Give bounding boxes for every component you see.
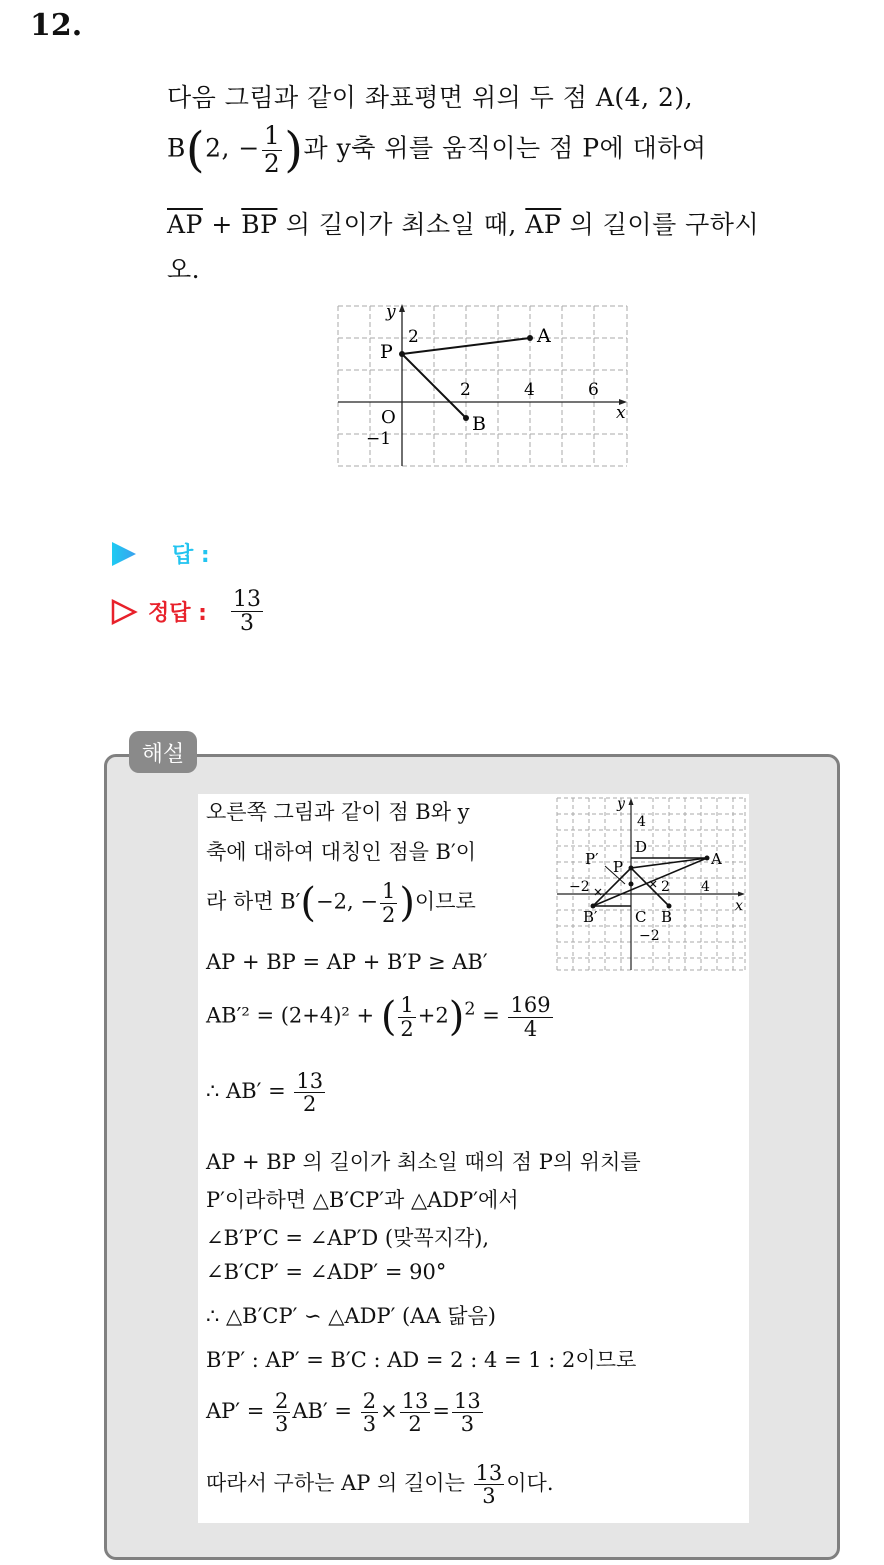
point-p1-2 xyxy=(629,882,634,887)
sol-l14-num: 13 xyxy=(475,1461,503,1485)
correct-answer-row xyxy=(110,588,265,635)
sol-l13-d3: 2 xyxy=(408,1412,422,1437)
sol-l13-n4: 13 xyxy=(454,1389,481,1413)
question-line-1: 다음 그림과 같이 좌표평면 위의 두 점 A(4, 2), xyxy=(167,83,694,112)
sol-l5-pden: 2 xyxy=(400,1016,414,1041)
x-label: x xyxy=(616,403,626,423)
play-arrow-icon xyxy=(110,540,138,568)
sol-l13-n2: 2 xyxy=(362,1389,377,1413)
sol-l14-post: 이다. xyxy=(506,1471,554,1496)
question-number: 12. xyxy=(30,8,83,43)
tick-y-minus2-2: −2 xyxy=(639,928,660,944)
answer-row xyxy=(110,538,210,569)
sol-line-5: AB′² = (2+4)² + ( $\frac{1}{2}$ +2)$^2$ = $\frac{169}{4}$ xyxy=(206,993,551,1041)
sol-line-6 xyxy=(206,1070,327,1115)
sol-l5-mid: +2 xyxy=(417,1003,449,1028)
y-label: y xyxy=(386,302,396,322)
segment-ap: $\overline{AP}$ xyxy=(167,210,203,239)
sol-l13-d4: 3 xyxy=(460,1412,475,1437)
sol-l6-pre: ∴ AB′ = xyxy=(206,1079,293,1104)
point-a-2 xyxy=(705,856,710,861)
sol-l5-pnum: 1 xyxy=(400,993,414,1018)
p-label-2: P xyxy=(613,858,624,876)
sol-line-3: 라 하면 B′(−2, − $\frac{1}{2}$ )이므로 xyxy=(206,879,476,927)
answer-label: 답 : xyxy=(172,543,210,568)
sol-l5-eq: = xyxy=(475,1003,507,1028)
tick-x-2-2: 2 xyxy=(661,879,670,895)
tick-x-2: 2 xyxy=(460,380,471,400)
sol-l13-d1: 3 xyxy=(275,1412,289,1437)
point-p-2 xyxy=(629,866,634,871)
sol-l5-num: 169 xyxy=(510,993,551,1018)
sol-line-14 xyxy=(206,1462,554,1507)
sol-line-3-coord: −2, − xyxy=(316,889,378,914)
correct-den: 3 xyxy=(239,611,254,637)
sol-line-4: AP + BP = AP + B′P ≥ AB′ xyxy=(206,950,488,974)
tick-x-4: 4 xyxy=(524,380,535,400)
point-a xyxy=(527,335,533,341)
correct-answer-label: 정답 : xyxy=(148,601,207,627)
correct-num: 13 xyxy=(232,587,261,612)
correct-answer-value xyxy=(231,588,263,635)
sol-l13-n1: 2 xyxy=(275,1389,289,1413)
segment-ap-2: $\overline{AP}$ xyxy=(525,210,562,239)
b-label: B xyxy=(472,413,486,435)
sol-l6-den: 2 xyxy=(303,1092,317,1117)
sol-l14-den: 3 xyxy=(482,1484,496,1509)
b-label-2: B xyxy=(661,908,673,926)
sol-line-2: 축에 대하여 대칭인 점을 B′이 xyxy=(206,840,477,864)
sol-l3-num: 1 xyxy=(381,879,396,904)
y-arrow-icon xyxy=(399,304,405,312)
frac-den: 2 xyxy=(263,148,281,178)
tick-x-6: 6 xyxy=(588,380,599,400)
x-arrow-icon-2 xyxy=(738,892,745,897)
sol-l13-eq: = xyxy=(432,1399,451,1424)
segment-bp: $\overline{BP}$ xyxy=(241,210,278,239)
origin-label: O xyxy=(381,407,396,428)
a-label-2: A xyxy=(711,850,722,868)
point-p xyxy=(399,351,405,357)
c-label: C xyxy=(635,908,647,926)
sol-line-7: AP + BP 의 길이가 최소일 때의 점 P의 위치를 xyxy=(206,1150,641,1174)
question-line-2: B(2, − $\frac{1}{2}$ )과 y축 위를 움직이는 점 P에 대하여 xyxy=(167,121,707,178)
sol-line-9: ∠B′P′C = ∠AP′D (맞꼭지각), xyxy=(206,1226,490,1250)
x-label-2: x xyxy=(735,898,743,914)
sol-l13-mid: AB′ = xyxy=(292,1399,359,1424)
frac-num: 1 xyxy=(263,121,281,151)
question-line-4: 오. xyxy=(167,255,201,284)
sol-l14-pre: 따라서 구하는 AP 의 길이는 xyxy=(206,1471,472,1496)
sol-l5-sq: 2 xyxy=(464,999,476,1020)
question-line-3-text: 의 길이가 최소일 때, xyxy=(277,210,526,239)
plus-sign: + xyxy=(202,210,242,239)
sol-line-11: ∴ △B′CP′ ∽ △ADP′ (AA 닮음) xyxy=(206,1304,496,1328)
point-b xyxy=(463,415,469,421)
outline-arrow-icon xyxy=(110,598,138,626)
b1-label: B′ xyxy=(583,908,598,926)
point-b-coord: 2, − xyxy=(205,133,260,163)
p-label: P xyxy=(380,341,393,363)
sol-line-10: ∠B′CP′ = ∠ADP′ = 90° xyxy=(206,1260,447,1284)
point-b-label: B xyxy=(167,133,186,163)
a-label: A xyxy=(537,325,551,347)
coordinate-figure-2 xyxy=(555,796,747,972)
sol-l13-pre: AP′ = xyxy=(206,1399,272,1424)
y-label-2: y xyxy=(617,796,625,812)
sol-line-3-post: 이므로 xyxy=(414,889,476,914)
d-label: D xyxy=(635,838,648,856)
sol-line-1: 오른쪽 그림과 같이 점 B와 y xyxy=(206,800,470,824)
sol-l13-times: × xyxy=(380,1399,398,1424)
tick-y-minus1: −1 xyxy=(366,429,392,449)
tick-x-4-2: 4 xyxy=(701,879,710,895)
sol-line-3-pre: 라 하면 B′ xyxy=(206,889,301,914)
sol-l6-num: 13 xyxy=(296,1069,324,1093)
tick-y-4-2: 4 xyxy=(637,814,646,830)
tick-y-2: 2 xyxy=(408,327,419,347)
p1-label: P′ xyxy=(585,850,599,868)
y-arrow-icon-2 xyxy=(629,798,634,805)
sol-l13-d2: 3 xyxy=(362,1412,377,1437)
solution-content xyxy=(198,794,749,1523)
sol-line-8: P′이라하면 △B′CP′과 △ADP′에서 xyxy=(206,1188,519,1212)
sol-l5-pre: AB′² = (2+4)² + xyxy=(206,1003,381,1028)
sol-l5-den: 4 xyxy=(523,1016,538,1041)
coordinate-figure-1 xyxy=(336,302,631,470)
sol-l13-n3: 13 xyxy=(401,1389,429,1413)
question-line-3-end: 의 길이를 구하시 xyxy=(561,210,760,239)
line-b1-p xyxy=(593,868,631,906)
question-line-3 xyxy=(167,205,759,241)
solution-tag: 해설 xyxy=(129,731,197,773)
tick-x-minus2-2: −2 xyxy=(569,879,590,895)
sol-l3-den: 2 xyxy=(381,902,396,927)
question-line-2-post: 과 y축 위를 움직이는 점 P에 대하여 xyxy=(303,133,707,163)
sol-line-13 xyxy=(206,1390,485,1435)
sol-line-12: B′P′ : AP′ = B′C : AD = 2 : 4 = 1 : 2이므로 xyxy=(206,1348,637,1372)
